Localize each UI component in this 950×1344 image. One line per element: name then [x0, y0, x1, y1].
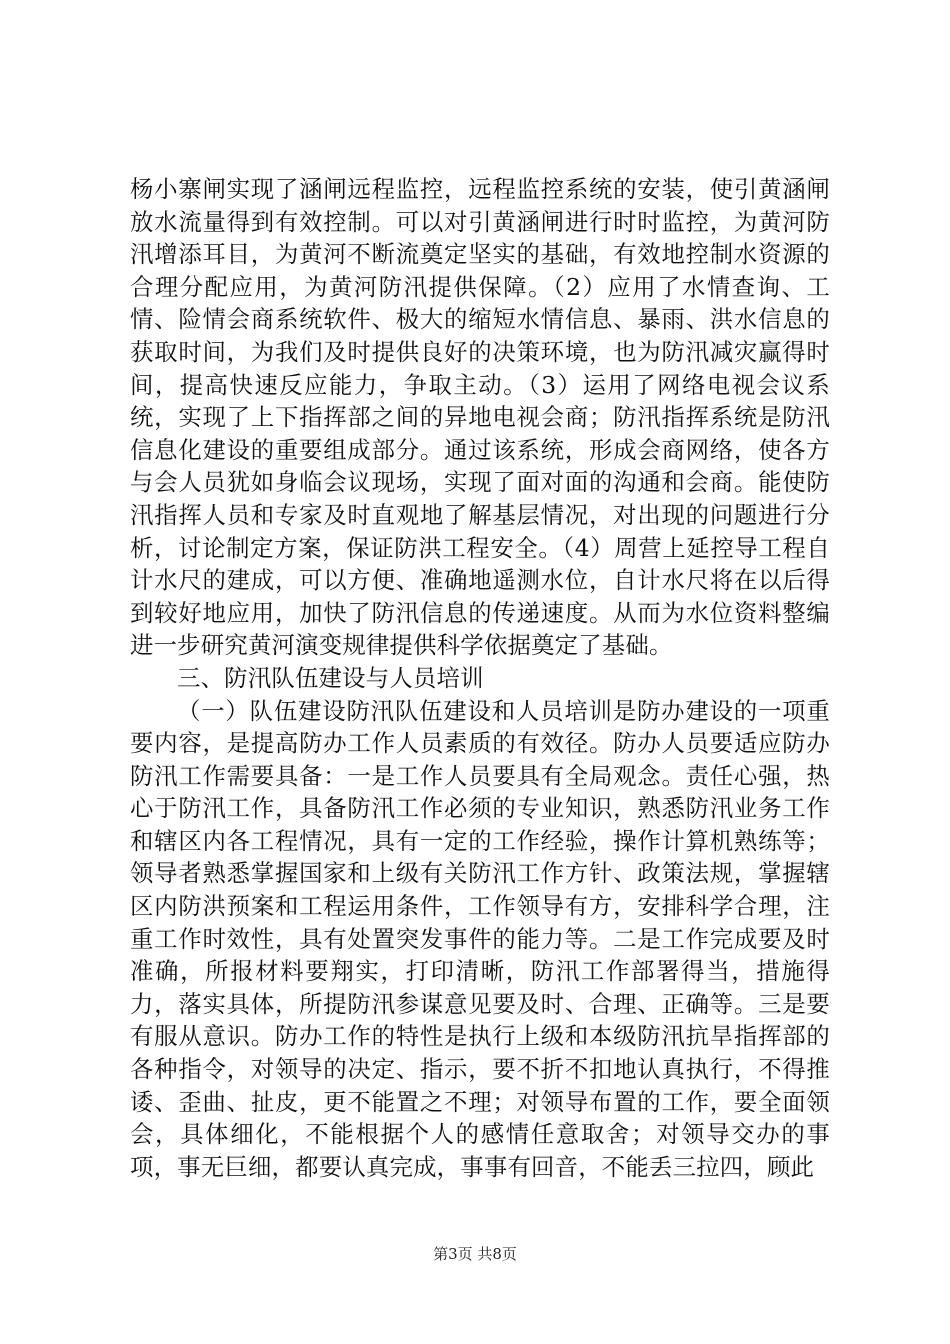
page-number-footer: 第3页 共8页	[433, 1245, 517, 1263]
document-body	[130, 173, 830, 1183]
body-paragraph: （一）队伍建设防汛队伍建设和人员培训是防办建设的一项重要内容，是提高防办工作人员素质的有效径。防办人员要适应防办防汛工作需要具备：一是工作人员要具有全局观念。责任心强，热心于防汛工作，具备防汛工作必须的专业知识，熟悉防汛业务工作和辖区内各工程情况，具有一定的工作经验，操作计算机熟练等；领导者熟悉掌握国家和上级有关防汛工作方针、政策法规，掌握辖区内防洪预案和工程运用条件，工作领导有方，安排科学合理，注重工作时效性，具有处置突发事件的能力等。二是工作完成要及时准确，所报材料要翔实，打印清晰，防汛工作部署得当，措施得力，落实具体，所提防汛参谋意见要及时、合理、正确等。三是要有服从意识。防办工作的特性是执行上级和本级防汛抗旱指挥部的各种指令，对领导的决定、指示，要不折不扣地认真执行，不得推诿、歪曲、扯皮，更不能置之不理；对领导布置的工作，要全面领会，具体细化，不能根据个人的感情任意取舍；对领导交办的事项，事无巨细，都要认真完成，事事有回音，不能丢三拉四，顾此	[130, 696, 830, 1181]
body-paragraph: 杨小寨闸实现了涵闸远程监控，远程监控系统的安装，使引黄涵闸放水流量得到有效控制。可以对引黄涵闸进行时时监控，为黄河防汛增添耳目，为黄河不断流奠定坚实的基础，有效地控制水资源的合理分配应用，为黄河防汛提供保障。（2）应用了水情查询、工情、险情会商系统软件、极大的缩短水情信息、暴雨、洪水信息的获取时间，为我们及时提供良好的决策环境，也为防汛减灾赢得时间，提高快速反应能力，争取主动。（3）运用了网络电视会议系统，实现了上下指挥部之间的异地电视会商；防汛指挥系统是防汛信息化建设的重要组成部分。通过该系统，形成会商网络，使各方与会人员犹如身临会议现场，实现了面对面的沟通和会商。能使防汛指挥人员和专家及时直观地了解基层情况，对出现的问题进行分析，讨论制定方案，保证防洪工程安全。（4）周营上延控导工程自计水尺的建成，可以方便、准确地遥测水位，自计水尺将在以后得到较好地应用，加快了防汛信息的传递速度。从而为水位资料整编进一步研究黄河演变规律提供科学依据奠定了基础。	[130, 175, 830, 660]
section-heading: 三、防汛队伍建设与人员培训	[177, 663, 484, 692]
